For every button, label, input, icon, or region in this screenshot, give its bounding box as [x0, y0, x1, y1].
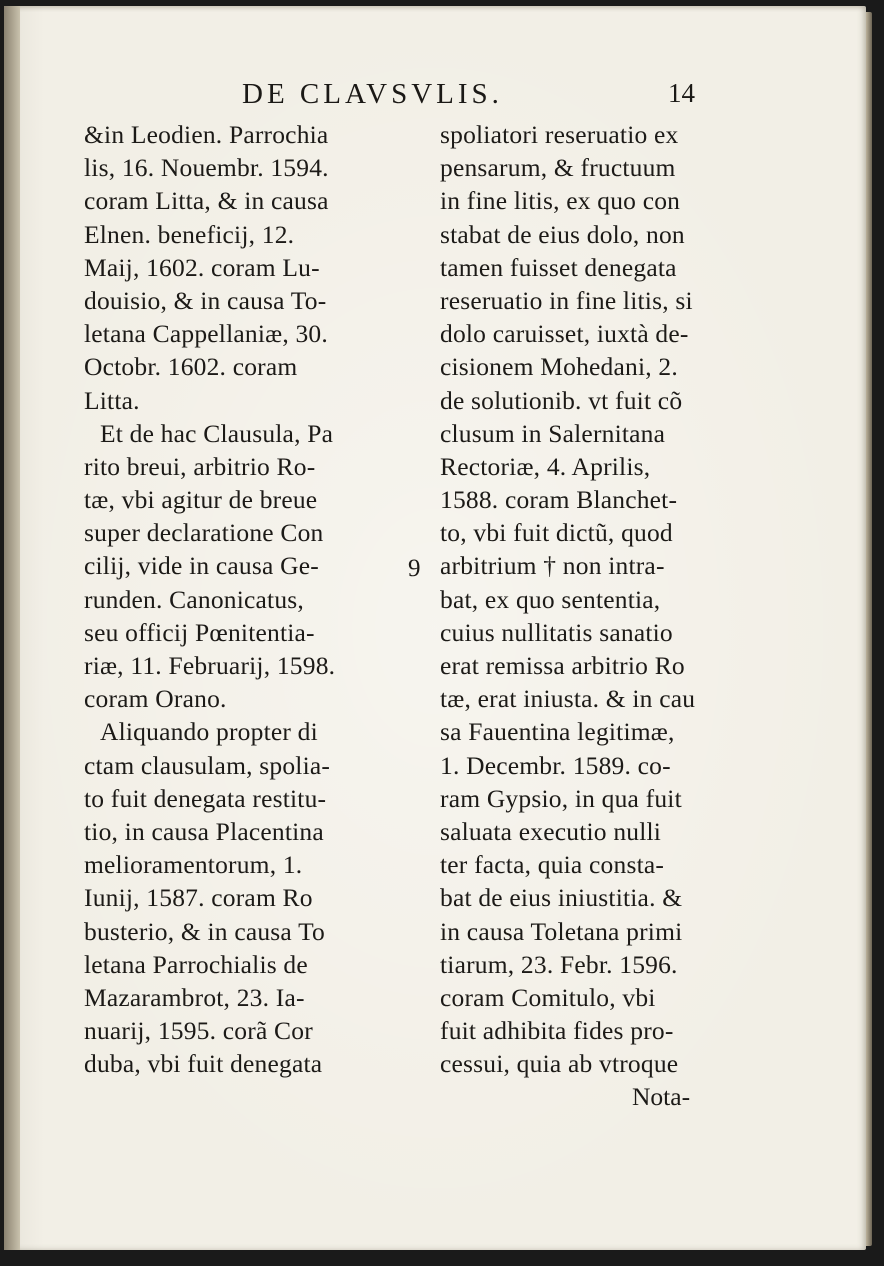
text-line: douisio, & in causa To- [84, 285, 327, 315]
text-line: Maij, 1602. coram Lu- [84, 252, 320, 282]
text-line: ter facta, quia consta- [440, 850, 665, 880]
text-line: cuius nullitatis sanatio [440, 617, 673, 647]
text-line: tæ, erat iniusta. & in cau [440, 684, 696, 714]
text-line: fuit adhibita fides pro- [440, 1016, 674, 1046]
text-line: riæ, 11. Februarij, 1598. [84, 651, 336, 680]
text-line: saluata executio nulli [440, 816, 662, 846]
text-line: bat de eius iniustitia. & [440, 883, 683, 913]
text-line: Mazarambrot, 23. Ia- [84, 982, 305, 1012]
text-line: tio, in causa Placentina [84, 816, 324, 846]
text-line: 1588. coram Blanchet- [440, 485, 678, 515]
text-line: duba, vbi fuit denegata [84, 1049, 323, 1079]
text-line: in causa Toletana primi [440, 916, 683, 946]
text-line: Octobr. 1602. coram [84, 352, 298, 382]
text-line: dolo caruisset, iuxtà de- [440, 319, 689, 349]
text-line: ctam clausulam, spolia- [84, 750, 331, 780]
text-line: lis, 16. Nouembr. 1594. [84, 153, 329, 183]
text-line: rito breui, arbitrio Ro- [84, 451, 316, 481]
text-line: arbitrium † non intra- [440, 551, 665, 581]
text-line: tæ, vbi agitur de breue [84, 485, 318, 515]
marginal-note-number: 9 [408, 555, 421, 582]
binding-gutter [4, 6, 20, 1250]
text-line: clusum in Salernitana [440, 418, 666, 448]
text-line: bat, ex quo sententia, [440, 584, 661, 614]
text-line: Elnen. beneficij, 12. [84, 219, 295, 249]
text-line: Litta. [84, 385, 140, 415]
text-line: spoliatori reseruatio ex [440, 120, 679, 149]
text-line: to fuit denegata restitu- [84, 783, 327, 813]
text-line: tiarum, 23. Febr. 1596. [440, 949, 678, 979]
running-head: DE CLAVSVLIS. [242, 78, 503, 110]
text-line: tamen fuisset denegata [440, 252, 677, 282]
text-line: cessui, quia ab vtroque [440, 1049, 679, 1079]
text-line: busterio, & in causa To [84, 916, 326, 946]
text-line: cisionem Mohedani, 2. [440, 352, 678, 382]
text-line: to, vbi fuit dictũ, quod [440, 518, 673, 548]
page-number: 14 [668, 78, 695, 108]
right-text-column [440, 118, 695, 1080]
text-line: stabat de eius dolo, non [440, 219, 685, 249]
text-line: erat remissa arbitrio Ro [440, 651, 685, 680]
text-line: de solutionib. vt fuit cõ [440, 385, 683, 415]
text-line: sa Fauentina legitimæ, [440, 717, 675, 747]
text-line: super declaratione Con [84, 518, 324, 548]
text-line: seu officij Pœnitentia- [84, 617, 315, 647]
text-line: pensarum, & fructuum [440, 153, 676, 183]
text-line: cilij, vide in causa Ge- [84, 551, 319, 581]
text-line: Aliquando propter di [100, 717, 318, 747]
catchword: Nota- [632, 1082, 691, 1111]
text-line: Rectoriæ, 4. Aprilis, [440, 451, 651, 481]
text-line: coram Orano. [84, 684, 227, 714]
text-line: letana Parrochialis de [84, 949, 308, 979]
text-line: runden. Canonicatus, [84, 584, 304, 614]
text-line: &in Leodien. Parrochia [84, 120, 329, 149]
text-line: ram Gypsio, in qua fuit [440, 783, 682, 813]
text-line: coram Litta, & in causa [84, 186, 329, 216]
text-line: Et de hac Clausula, Pa [100, 418, 334, 448]
text-line: nuarij, 1595. corã Cor [84, 1016, 313, 1046]
text-line: 1. Decembr. 1589. co- [440, 750, 671, 780]
text-line: coram Comitulo, vbi [440, 982, 656, 1012]
left-text-column [84, 118, 335, 1080]
page-header [0, 78, 884, 118]
text-line: in fine litis, ex quo con [440, 186, 681, 216]
text-line: Iunij, 1587. coram Ro [84, 883, 313, 913]
text-line: reseruatio in fine litis, si [440, 285, 693, 315]
text-line: melioramentorum, 1. [84, 850, 303, 880]
text-line: letana Cappellaniæ, 30. [84, 319, 328, 349]
